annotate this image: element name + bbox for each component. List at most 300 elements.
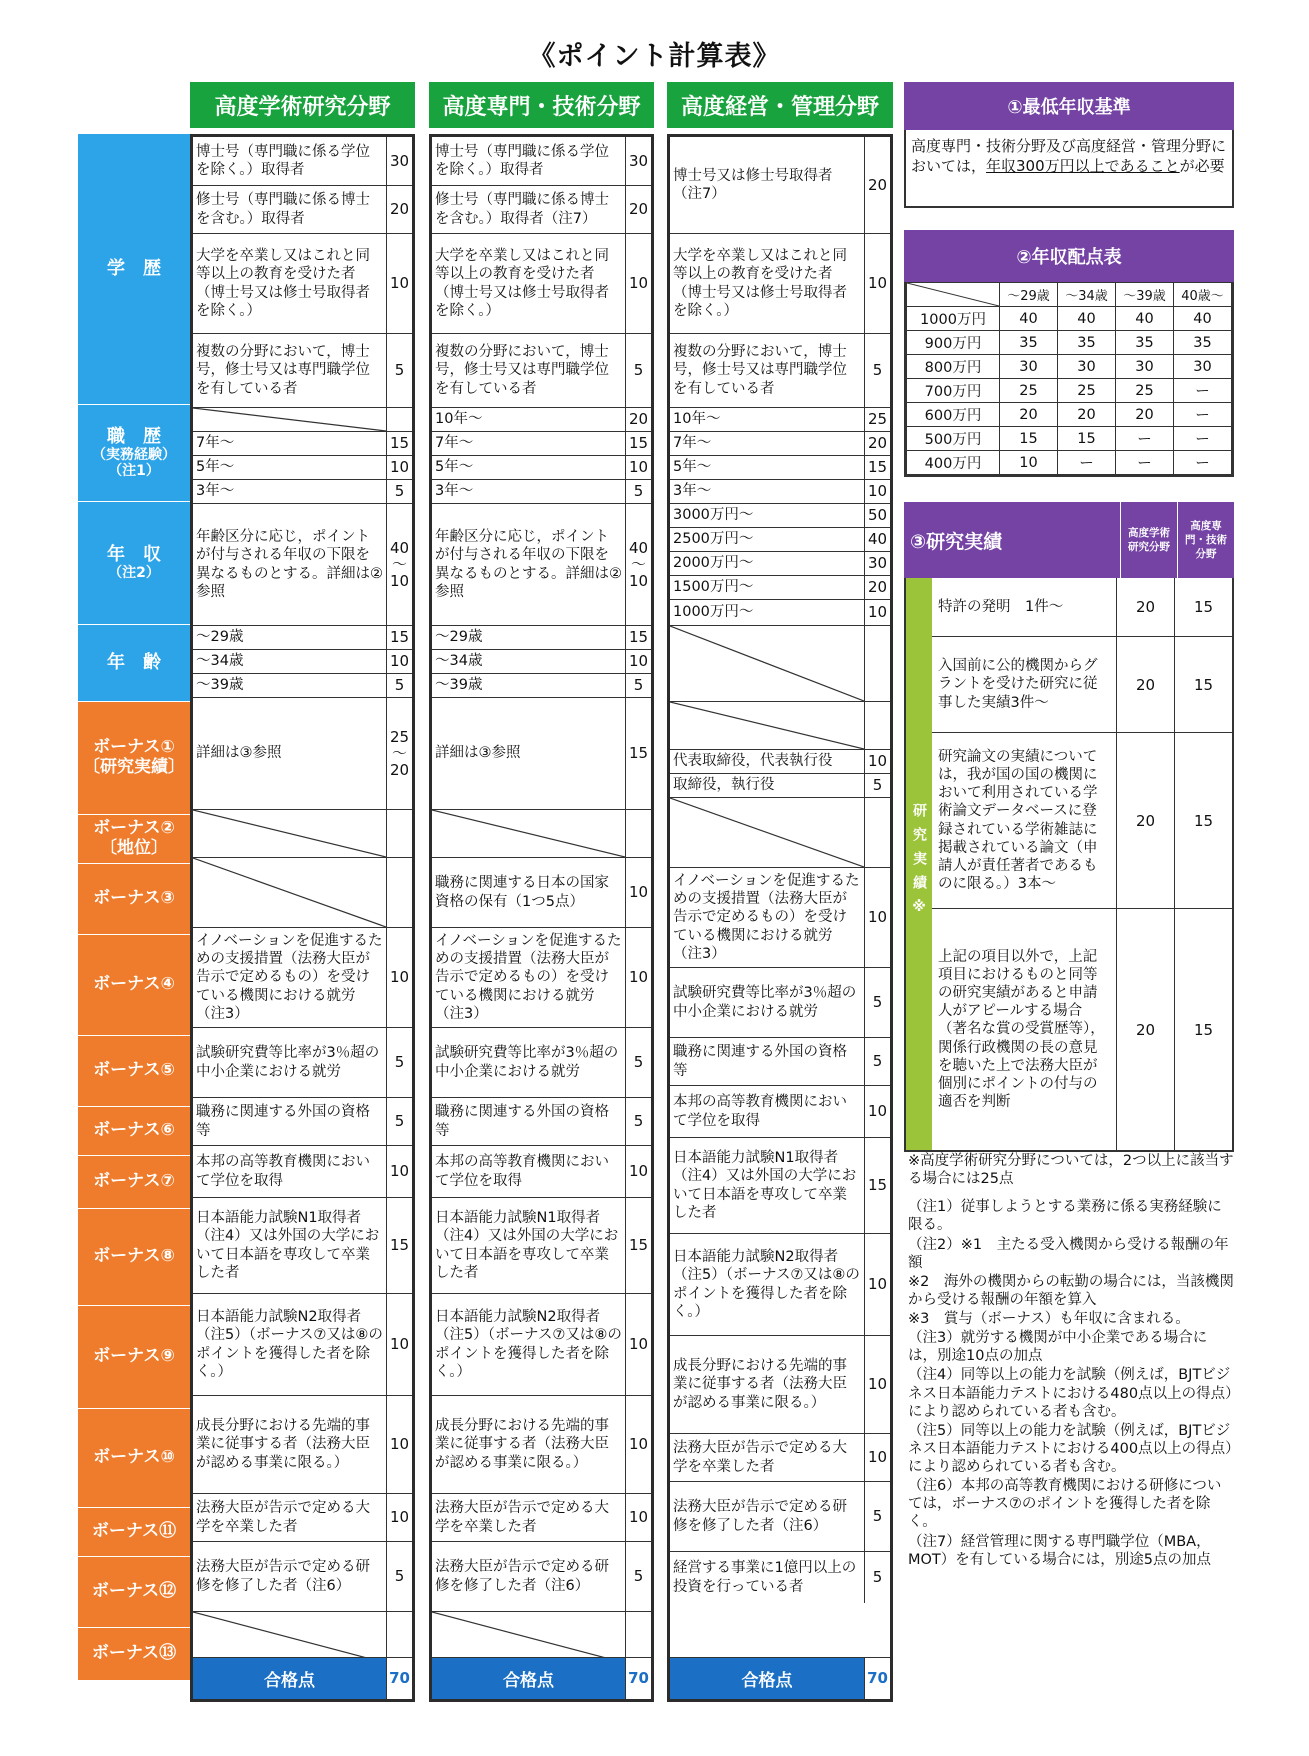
column-body (190, 134, 415, 1702)
score-row (193, 479, 412, 503)
income-table-row (907, 427, 1232, 451)
points-value: 10 (386, 234, 412, 333)
criterion-label: 5年〜 (673, 459, 712, 476)
criterion-label: 本邦の高等教育機関において学位を取得 (673, 1094, 847, 1129)
points-value: 40 (864, 528, 890, 551)
note-item: ※高度学術研究分野については，2つ以上に該当する場合には25点 (908, 1153, 1234, 1188)
income-points-table (906, 282, 1232, 475)
criterion-text (432, 1146, 625, 1197)
note-item: （注3）就労する機関が中小企業である場合には，別途10点の加点 (908, 1330, 1208, 1365)
criterion-text (432, 456, 625, 479)
research-criterion: 特許の発明 1件〜 (938, 598, 1064, 615)
pass-score-value: 70 (386, 1658, 412, 1699)
pass-score-row (193, 1657, 412, 1699)
criterion-label: 修士号（専門職に係る博士を含む。）取得者 (196, 192, 370, 227)
criterion-text (193, 1294, 386, 1395)
income-points: 35 (1058, 331, 1116, 355)
points-value: 5 (864, 774, 890, 797)
criterion-label: 法務大臣が告示で定める研修を修了した者（注6） (196, 1559, 370, 1594)
income-points: 40 (1116, 307, 1174, 331)
criterion-text (670, 1086, 864, 1137)
pass-score-value: 70 (864, 1658, 890, 1699)
points-value: 10 (625, 650, 651, 673)
score-row (193, 1197, 412, 1293)
criterion-label: 法務大臣が告示で定める大学を卒業した者 (673, 1440, 847, 1475)
points-value: 5 (864, 1038, 890, 1085)
column-technical (429, 82, 654, 1702)
income-level: 600万円 (907, 403, 1000, 427)
score-row (432, 1027, 651, 1097)
income-table-row (907, 307, 1232, 331)
criterion-text (193, 1028, 386, 1097)
score-row (670, 749, 890, 773)
score-row (432, 455, 651, 479)
income-points: 30 (1116, 355, 1174, 379)
research-header (904, 502, 1234, 578)
category-5 (78, 702, 190, 815)
score-row (670, 407, 890, 431)
points-value: 10 (864, 1234, 890, 1335)
criterion-text (193, 928, 386, 1027)
points-value (864, 626, 890, 701)
points-value: 5 (386, 1098, 412, 1145)
criterion-label: 博士号（専門職に係る学位を除く。）取得者 (196, 143, 370, 178)
min-income-text-pre: 高度専門・技術分野及び高度経営・管理分野においては， (911, 137, 1227, 176)
score-row (193, 333, 412, 407)
income-points: 25 (1000, 379, 1058, 403)
criterion-label: 3年〜 (196, 483, 235, 500)
criterion-text (670, 1552, 864, 1603)
score-row (193, 1027, 412, 1097)
criterion-label: 日本語能力試験N2取得者（注5）（ボーナス⑦又は⑧のポイントを獲得した者を除く。） (435, 1309, 622, 1380)
points-value: 5 (625, 1542, 651, 1611)
criterion-text (193, 1098, 386, 1145)
criterion-label: 〜34歳 (196, 653, 244, 670)
points-value: 5 (625, 334, 651, 407)
research-panel (904, 502, 1234, 1150)
criterion-text (670, 234, 864, 333)
score-row (432, 1097, 651, 1145)
criterion-text (670, 702, 864, 749)
points-value: 10 (625, 1396, 651, 1493)
category-label: ボーナス③ (93, 888, 175, 909)
score-row (670, 701, 890, 749)
criterion-label: 職務に関連する外国の資格等 (673, 1044, 847, 1079)
research-col2-head: 高度専門・技術分野 (1177, 502, 1234, 578)
income-points-body (904, 282, 1234, 477)
points-value: 15 (386, 626, 412, 649)
category-label: 職 歴 (107, 425, 161, 447)
income-points: 35 (1174, 331, 1232, 355)
criterion-text (432, 408, 625, 431)
min-income-body (904, 130, 1234, 208)
criterion-text (670, 968, 864, 1037)
category-9 (78, 1036, 190, 1107)
points-value: 10 (625, 1146, 651, 1197)
points-value: 15 (625, 1198, 651, 1293)
criterion-text (432, 432, 625, 455)
column-academic (190, 82, 415, 1702)
category-1 (78, 134, 190, 405)
research-points-academic: 20 (1116, 578, 1174, 636)
criterion-label: 5年〜 (196, 459, 235, 476)
income-points: ー (1116, 451, 1174, 475)
criterion-text (432, 928, 625, 1027)
criterion-label: 複数の分野において，博士号，修士号又は専門職学位を有している者 (673, 344, 847, 397)
category-10 (78, 1107, 190, 1156)
points-value (386, 810, 412, 857)
points-value: 5 (864, 1552, 890, 1603)
score-row (193, 1097, 412, 1145)
criterion-text (193, 858, 386, 927)
criterion-text (193, 674, 386, 697)
category-17 (78, 1628, 190, 1681)
criterion-text (193, 186, 386, 233)
criterion-label: 日本語能力試験N2取得者（注5）（ボーナス⑦又は⑧のポイントを獲得した者を除く。） (196, 1309, 383, 1380)
score-row (670, 479, 890, 503)
criterion-label: 成長分野における先端的事業に従事する者（法務大臣が認める事業に限る。） (673, 1358, 847, 1411)
points-value: 30 (386, 137, 412, 185)
page-title: 《ポイント計算表》 (528, 41, 781, 72)
category-label: 年 齢 (107, 651, 161, 673)
points-value: 10 (386, 650, 412, 673)
category-label: ボーナス⑩ (93, 1447, 175, 1468)
category-label: ボーナス⑦ (93, 1171, 175, 1192)
score-row (432, 673, 651, 697)
criterion-label: 複数の分野において，博士号，修士号又は専門職学位を有している者 (435, 344, 609, 397)
points-value: 10 (625, 234, 651, 333)
research-points-technical: 15 (1174, 637, 1232, 732)
criterion-label: 1500万円〜 (673, 579, 754, 596)
income-table-row (907, 451, 1232, 475)
points-value: 5 (625, 674, 651, 697)
income-points: 30 (1058, 355, 1116, 379)
score-row (193, 455, 412, 479)
criterion-text (670, 334, 864, 407)
criterion-text (432, 480, 625, 503)
score-row (432, 857, 651, 927)
criterion-text (193, 626, 386, 649)
category-16 (78, 1557, 190, 1628)
category-label: ボーナス⑥ (93, 1120, 175, 1141)
note-item: （注4）同等以上の能力を試験（例えば，BJTビジネス日本語能力テストにおける480点以上の得点）により認められている者も含む。 (908, 1367, 1233, 1420)
note-item: （注7）経営管理に関する専門職学位（MBA，MOT）を有している場合には，別途5点の加点 (908, 1533, 1212, 1568)
points-value: 30 (625, 137, 651, 185)
criterion-label: 法務大臣が告示で定める大学を卒業した者 (196, 1500, 370, 1535)
points-value: 20 (864, 137, 890, 233)
criterion-label: 詳細は③参照 (435, 745, 521, 762)
score-row (432, 1541, 651, 1611)
criterion-text (670, 1138, 864, 1233)
criterion-text (670, 626, 864, 701)
points-value: 10 (625, 1494, 651, 1541)
criterion-text (432, 1198, 625, 1293)
score-row (670, 773, 890, 797)
score-row (670, 599, 890, 625)
criterion-text (670, 868, 864, 967)
criterion-label: 大学を卒業し又はこれと同等以上の教育を受けた者（博士号又は修士号取得者を除く。） (673, 248, 847, 319)
score-row (670, 1233, 890, 1335)
income-points: ー (1174, 403, 1232, 427)
criterion-text (432, 1396, 625, 1493)
income-points: 15 (1058, 427, 1116, 451)
criterion-text (193, 1198, 386, 1293)
note-item: （注1）従事しようとする業務に係る実務経験に限る。 (908, 1199, 1222, 1234)
score-row (670, 1433, 890, 1481)
points-value: 5 (625, 480, 651, 503)
income-points: 35 (1000, 331, 1058, 355)
criterion-label: 博士号（専門職に係る学位を除く。）取得者 (435, 143, 609, 178)
category-column (78, 134, 190, 1664)
income-points-panel (904, 230, 1234, 482)
points-value: 10 (386, 1494, 412, 1541)
income-points: 40 (1000, 307, 1058, 331)
criterion-text (432, 1098, 625, 1145)
score-row (193, 809, 412, 857)
score-row (432, 1293, 651, 1395)
criterion-text (193, 456, 386, 479)
points-value: 30 (864, 552, 890, 575)
category-6 (78, 815, 190, 864)
criterion-text (432, 334, 625, 407)
criterion-label: 3000万円〜 (673, 507, 754, 524)
score-row (193, 1541, 412, 1611)
points-value (386, 858, 412, 927)
criterion-label: 成長分野における先端的事業に従事する者（法務大臣が認める事業に限る。） (435, 1418, 609, 1471)
criterion-text (432, 674, 625, 697)
score-row (670, 797, 890, 867)
score-row (193, 185, 412, 233)
criterion-text (432, 186, 625, 233)
criterion-label: 2000万円〜 (673, 555, 754, 572)
criterion-text (670, 456, 864, 479)
category-15 (78, 1508, 190, 1557)
points-value: 20 (864, 432, 890, 455)
criterion-label: 1000万円〜 (673, 604, 754, 621)
criterion-text (193, 698, 386, 809)
points-value: 5 (864, 334, 890, 407)
note-item: ※3 賞与（ボーナス）も年収に含まれる。 (908, 1311, 1190, 1327)
points-value: 50 (864, 504, 890, 527)
points-value: 40 〜 10 (625, 504, 651, 625)
criterion-text (670, 600, 864, 625)
points-value (625, 810, 651, 857)
criterion-label: 修士号（専門職に係る博士を含む。）取得者（注7） (435, 192, 609, 227)
criterion-label: イノベーションを促進するための支援措置（法務大臣が告示で定めるもの）を受けている機関における就労（注3） (673, 873, 860, 962)
criterion-label: 7年〜 (673, 435, 712, 452)
score-row (670, 137, 890, 233)
criterion-label: 日本語能力試験N1取得者（注4）又は外国の大学において日本語を専攻して卒業した者 (435, 1210, 619, 1281)
income-level: 700万円 (907, 379, 1000, 403)
criterion-text (193, 334, 386, 407)
research-row (932, 636, 1232, 732)
score-row (193, 431, 412, 455)
score-row (432, 809, 651, 857)
income-table-row (907, 331, 1232, 355)
criterion-label: 成長分野における先端的事業に従事する者（法務大臣が認める事業に限る。） (196, 1418, 370, 1471)
criterion-label: 2500万円〜 (673, 531, 754, 548)
criterion-label: 職務に関連する外国の資格等 (435, 1104, 609, 1139)
income-level: 900万円 (907, 331, 1000, 355)
income-age-header: 40歳〜 (1174, 283, 1232, 307)
column-body (429, 134, 654, 1702)
points-value: 10 (864, 234, 890, 333)
points-value: 15 (625, 626, 651, 649)
income-level: 800万円 (907, 355, 1000, 379)
criterion-text (432, 1494, 625, 1541)
note-item: （注6）本邦の高等教育機関における研修については，ボーナス⑦のポイントを獲得した者を除く。 (908, 1478, 1222, 1531)
score-row (193, 1611, 412, 1663)
category-12 (78, 1209, 190, 1306)
income-points: 25 (1058, 379, 1116, 403)
criterion-label: 〜34歳 (435, 653, 483, 670)
criterion-text (193, 1542, 386, 1611)
criterion-label: 大学を卒業し又はこれと同等以上の教育を受けた者（博士号又は修士号取得者を除く。） (435, 248, 609, 319)
pass-score-label: 合格点 (432, 1658, 625, 1699)
criterion-text (432, 858, 625, 927)
score-row (432, 1197, 651, 1293)
criterion-text (432, 1612, 625, 1663)
income-level: 1000万円 (907, 307, 1000, 331)
criterion-label: 試験研究費等比率が3％超の中小企業における就労 (435, 1045, 619, 1080)
criterion-label: 〜29歳 (435, 629, 483, 646)
income-points: 20 (1058, 403, 1116, 427)
score-row (193, 1145, 412, 1197)
criterion-label: 博士号又は修士号取得者（注7） (673, 167, 833, 202)
criterion-label: イノベーションを促進するための支援措置（法務大臣が告示で定めるもの）を受けている機関における就労（注3） (196, 933, 383, 1022)
points-value: 10 (386, 1146, 412, 1197)
criterion-text (432, 234, 625, 333)
criterion-label: 10年〜 (673, 411, 721, 428)
score-row (432, 927, 651, 1027)
notes (908, 1152, 1234, 1570)
score-row (432, 503, 651, 625)
points-value: 10 (625, 1294, 651, 1395)
category-sublabel: （実務経験） （注1） (92, 447, 176, 480)
score-row (193, 625, 412, 649)
points-value: 5 (864, 968, 890, 1037)
research-criterion: 研究論文の実績については，我が国の国の機関において利用されている学術論文データベースに登録されている学術雑誌に掲載されている論文（申請人が責任著者であるものに限る。）3本〜 (938, 749, 1098, 892)
criterion-text (432, 810, 625, 857)
min-income-title: ①最低年収基準 (904, 82, 1234, 130)
research-side-label: 研究実績※ (906, 578, 932, 1150)
score-row (432, 1493, 651, 1541)
criterion-text (670, 1434, 864, 1481)
note-item: ※2 海外の機関からの転勤の場合には，当該機関から受ける報酬の年額を算入 (908, 1273, 1234, 1308)
points-value: 5 (386, 334, 412, 407)
criterion-label: 年齢区分に応じ，ポイントが付与される年収の下限を異なるものとする。詳細は②参照 (435, 529, 622, 600)
column-management (667, 82, 893, 1702)
income-age-header: 〜39歳 (1116, 283, 1174, 307)
income-points: ー (1174, 451, 1232, 475)
points-value: 10 (864, 1336, 890, 1433)
score-row (193, 1493, 412, 1541)
score-row (670, 1335, 890, 1433)
score-row (193, 407, 412, 431)
research-points-academic: 20 (1116, 733, 1174, 908)
criterion-text (193, 650, 386, 673)
points-value: 15 (864, 456, 890, 479)
pass-score-label: 合格点 (193, 1658, 386, 1699)
points-value: 10 (864, 750, 890, 773)
points-value: 40 〜 10 (386, 504, 412, 625)
research-title: ③研究実績 (904, 502, 1120, 578)
points-value: 15 (864, 1138, 890, 1233)
category-label: 年 収 (107, 543, 161, 565)
criterion-text (432, 1294, 625, 1395)
score-row (432, 625, 651, 649)
score-row (432, 185, 651, 233)
score-row (432, 233, 651, 333)
criterion-text (193, 504, 386, 625)
criterion-label: 詳細は③参照 (196, 745, 282, 762)
points-value: 25 〜 20 (386, 698, 412, 809)
research-points-technical: 15 (1174, 578, 1232, 636)
score-row (670, 575, 890, 599)
score-row (432, 333, 651, 407)
income-level: 500万円 (907, 427, 1000, 451)
score-row (193, 649, 412, 673)
research-row (932, 732, 1232, 908)
criterion-text (193, 1396, 386, 1493)
criterion-label: イノベーションを促進するための支援措置（法務大臣が告示で定めるもの）を受けている機関における就労（注3） (435, 933, 622, 1022)
points-value: 5 (864, 1482, 890, 1551)
score-row (193, 697, 412, 809)
points-value: 5 (386, 1542, 412, 1611)
criterion-label: 試験研究費等比率が3％超の中小企業における就労 (673, 985, 857, 1020)
min-income-text-underline: 年収300万円以上であること (986, 157, 1180, 176)
income-table-row (907, 355, 1232, 379)
criterion-label: 取締役，執行役 (673, 777, 775, 794)
income-points: ー (1116, 427, 1174, 451)
income-points: ー (1174, 379, 1232, 403)
column-header: 高度経営・管理分野 (667, 82, 893, 128)
income-points: 20 (1116, 403, 1174, 427)
category-2 (78, 405, 190, 502)
points-value: 10 (625, 456, 651, 479)
criterion-label: 7年〜 (196, 435, 235, 452)
income-table-corner (907, 283, 1000, 307)
category-sublabel: （注2） (108, 565, 160, 582)
points-value: 15 (625, 432, 651, 455)
points-value: 20 (625, 186, 651, 233)
criterion-label: 7年〜 (435, 435, 474, 452)
points-value: 10 (386, 1294, 412, 1395)
score-row (670, 1137, 890, 1233)
pass-score-value: 70 (625, 1658, 651, 1699)
criterion-text (670, 432, 864, 455)
points-value: 10 (386, 456, 412, 479)
criterion-text (670, 504, 864, 527)
criterion-text (432, 1028, 625, 1097)
income-age-header: 〜34歳 (1058, 283, 1116, 307)
points-value: 5 (386, 480, 412, 503)
score-row (193, 137, 412, 185)
income-points: ー (1174, 427, 1232, 451)
column-body (667, 134, 893, 1702)
criterion-label: 代表取締役，代表執行役 (673, 753, 833, 770)
criterion-text (670, 480, 864, 503)
criterion-text (193, 810, 386, 857)
criterion-label: 年齢区分に応じ，ポイントが付与される年収の下限を異なるものとする。詳細は②参照 (196, 529, 383, 600)
criterion-label: 法務大臣が告示で定める大学を卒業した者 (435, 1500, 609, 1535)
pass-score-row (670, 1657, 890, 1699)
points-value: 15 (625, 698, 651, 809)
income-points: 30 (1174, 355, 1232, 379)
criterion-text (670, 774, 864, 797)
income-points: 40 (1174, 307, 1232, 331)
criterion-text (670, 1336, 864, 1433)
